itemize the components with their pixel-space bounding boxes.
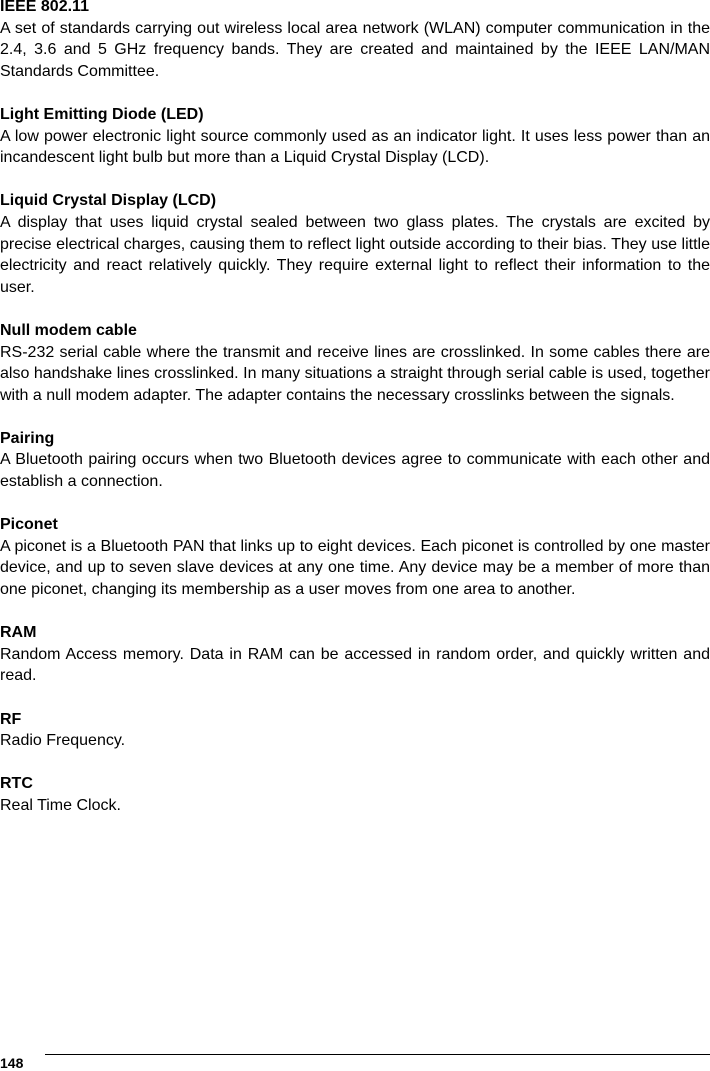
glossary-entry-ram xyxy=(0,622,710,687)
page-number: 148 xyxy=(0,1055,24,1071)
glossary-definition: Radio Frequency. xyxy=(0,732,126,750)
glossary-term: Liquid Crystal Display (LCD) xyxy=(0,192,217,210)
glossary-entry-lcd xyxy=(0,190,710,298)
glossary-term: Pairing xyxy=(0,429,55,447)
glossary-definition: A set of standards carrying out wireless local area network (WLAN) computer communication in the 2.4, 3.6 and 5 GHz frequency bands. They are created and maintained by the IEEE LAN/MAN Standards Committee. xyxy=(0,19,710,80)
glossary-entry-null-modem-cable xyxy=(0,320,710,406)
glossary-term: Piconet xyxy=(0,516,58,534)
glossary-definition: Real Time Clock. xyxy=(0,796,121,814)
glossary-entry-led xyxy=(0,104,710,169)
glossary-entry-rf xyxy=(0,709,710,752)
footer-divider xyxy=(45,1054,710,1055)
glossary-definition: Random Access memory. Data in RAM can be accessed in random order, and quickly written and read. xyxy=(0,645,710,685)
glossary-term: RAM xyxy=(0,624,37,642)
glossary-entry-pairing xyxy=(0,428,710,493)
glossary-entry-ieee-802-11 xyxy=(0,0,710,82)
glossary-definition: A display that uses liquid crystal sealed between two glass plates. The crystals are excited by precise electrical charges, causing them to reflect light outside according to their bias. They use little electricity and react relatively quickly. They require external light to reflect their information to the user. xyxy=(0,213,710,296)
glossary-definition: RS-232 serial cable where the transmit and receive lines are crosslinked. In some cables there are also handshake lines crosslinked. In many situations a straight through serial cable is used, together with a null modem adapter. The adapter contains the necessary crosslinks between the signals. xyxy=(0,343,710,404)
glossary-term: RTC xyxy=(0,775,33,793)
glossary-definition: A piconet is a Bluetooth PAN that links up to eight devices. Each piconet is controlled by one master device, and up to seven slave devices at any one time. Any device may be a member of more than one piconet, changing its membership as a user moves from one area to another. xyxy=(0,537,710,599)
glossary-entry-piconet xyxy=(0,514,710,600)
glossary-term: RF xyxy=(0,710,22,728)
glossary-definition: A low power electronic light source commonly used as an indicator light. It uses less power than an incandescent light bulb but more than a Liquid Crystal Display (LCD). xyxy=(0,127,710,167)
glossary-entry-rtc xyxy=(0,773,710,816)
page-footer xyxy=(0,1050,710,1070)
glossary-term: Null modem cable xyxy=(0,321,137,339)
glossary-definition: A Bluetooth pairing occurs when two Bluetooth devices agree to communicate with each other and establish a connection. xyxy=(0,451,710,491)
glossary-term: Light Emitting Diode (LED) xyxy=(0,105,204,123)
glossary-term: IEEE 802.11 xyxy=(0,0,89,15)
